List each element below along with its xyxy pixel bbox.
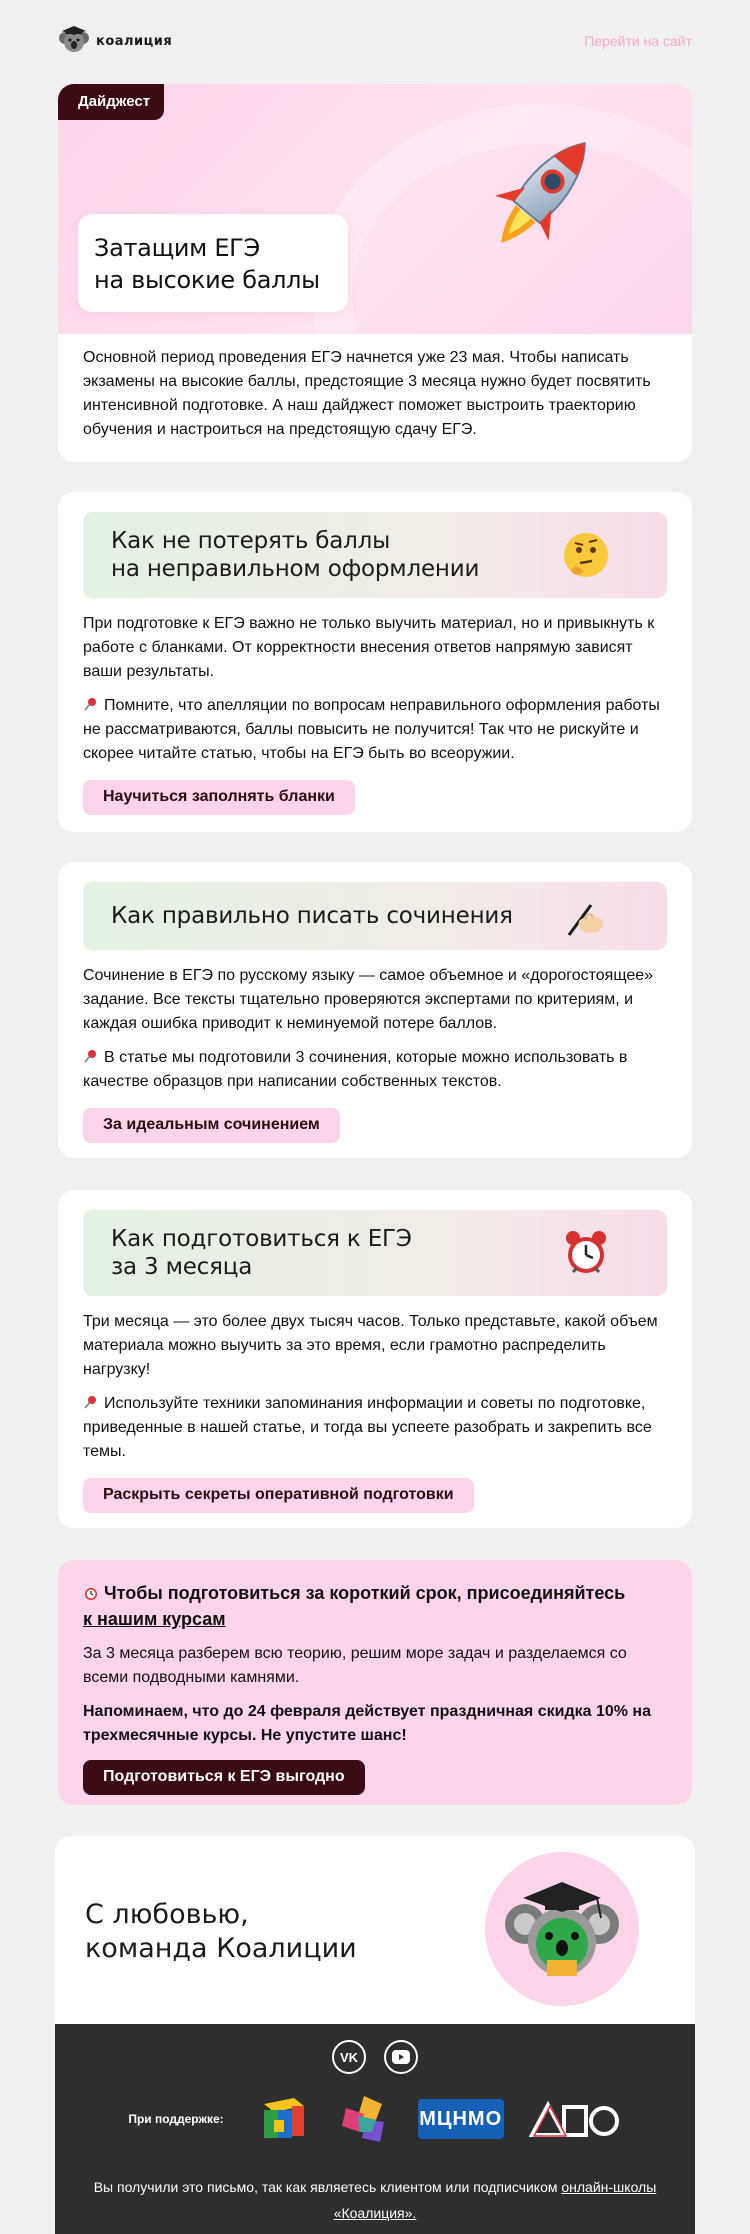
dpo-logo-icon[interactable] [528,2099,622,2139]
fast-prep-button[interactable]: Раскрыть секреты оперативной подготовки [83,1478,474,1513]
section-title: Как не потерять баллы на неправильном оформлении [111,528,480,582]
pushpin-icon [83,1048,99,1064]
footer-text: Вы получили это письмо, так как являетесь клиентом или подписчиком [93,2179,558,2195]
support-label: При поддержке: [128,2112,224,2126]
flower-logo-icon[interactable] [336,2092,394,2146]
signature-text: С любовью, команда Коалиции [85,1899,357,1964]
section-title: Как правильно писать сочинения [111,903,513,929]
section-note [83,694,667,766]
social-links [55,2040,695,2074]
section-header [83,882,667,950]
section-note-text: Помните, что апелляции по вопросам неправильного оформления работы не рассматриваются, баллы повысить не получится! Так что не рискуйте и скорее читайте статью, чтобы на ЕГЭ быть во всеоружии. [83,697,660,762]
section-card-forms [58,492,692,832]
hero-title-box [78,214,348,312]
school-link[interactable]: онлайн-школы «Коалиция». [333,2179,657,2221]
essay-button[interactable]: За идеальным сочинением [83,1108,340,1143]
writing-hand-icon [561,891,611,941]
hero-intro-text: Основной период проведения ЕГЭ начнется уже 23 мая. Чтобы написать экзамены на высокие баллы, предстоящие 3 месяца нужно будет посвятить интенсивной подготовке. А наш дайджест поможет выстроить траекторию обучения и настроиться на предстоящую сдачу ЕГЭ. [83,349,651,438]
pushpin-icon [83,1394,99,1410]
promo-title [83,1580,667,1632]
section-text: Сочинение в ЕГЭ по русскому языку — самое объемное и «дорогостоящее» задание. Все тексты тщательно проверяются экспертами по критериям, и каждая ошибка приводит к неминуемой потере баллов. [83,967,654,1032]
go-to-site-link[interactable]: Перейти на сайт [584,33,692,49]
prepare-discount-button[interactable]: Подготовиться к ЕГЭ выгодно [83,1760,365,1795]
promo-title-text: Чтобы подготовиться за короткий срок, присоединяйтесь [104,1583,626,1603]
support-partners [55,2089,695,2149]
digest-tag: Дайджест [58,84,164,120]
vk-icon[interactable]: VK [332,2040,366,2074]
section-text: При подготовке к ЕГЭ важно не только выучить материал, но и привыкнуть к работе с бланками. От корректности внесения ответов напрямую зависят ваши результаты. [83,615,655,680]
section-card-essays [58,862,692,1158]
section-title: Как подготовиться к ЕГЭ за 3 месяца [111,1226,412,1280]
promo-text: За 3 месяца разберем всю теорию, решим море задач и разделаемся со всеми подводными камнями. [83,1645,627,1686]
section-text: Три месяца — это более двух тысяч часов. Только представьте, какой объем материала можно выучить за это время, если грамотно распределить нагрузку! [83,1313,658,1378]
section-note [83,1046,667,1094]
mcnmo-logo[interactable]: МЦНМО [418,2099,504,2139]
alarm-clock-icon [561,1228,611,1278]
koala-mascot-avatar [485,1852,639,2006]
section-note [83,1392,667,1464]
section-header [83,1210,667,1296]
learn-forms-button[interactable]: Научиться заполнять бланки [83,780,355,815]
cube-logo-icon[interactable] [254,2092,312,2146]
logo[interactable] [58,25,172,57]
alarm-clock-icon [83,1585,99,1601]
header [58,0,692,82]
pushpin-icon [83,696,99,712]
signature-block [55,1836,695,2026]
hero-card [58,84,692,462]
rocket-icon [468,118,618,268]
section-header [83,512,667,598]
youtube-icon[interactable] [384,2040,418,2074]
logo-text: коалиция [96,33,173,49]
promo-discount-text: Напоминаем, что до 24 февраля действует праздничная скидка 10% на трехмесячные курсы. Не упустите шанс! [83,1703,651,1744]
section-note-text: Используйте техники запоминания информации и советы по подготовке, приведенные в нашей статье, и тогда вы успеете разобрать и закрепить все темы. [83,1395,652,1460]
promo-card [58,1560,692,1805]
footer-disclaimer [75,2174,675,2226]
koala-logo-icon [58,25,90,57]
courses-link[interactable]: к нашим курсам [83,1609,226,1629]
thinking-face-icon [561,530,611,580]
footer [55,2024,695,2234]
hero-title: Затащим ЕГЭ на высокие баллы [94,234,320,294]
youtube-play-icon [392,2050,410,2064]
section-card-3-months [58,1190,692,1528]
hero-banner [58,84,692,334]
section-note-text: В статье мы подготовили 3 сочинения, которые можно использовать в качестве образцов при написании собственных текстов. [83,1049,628,1090]
